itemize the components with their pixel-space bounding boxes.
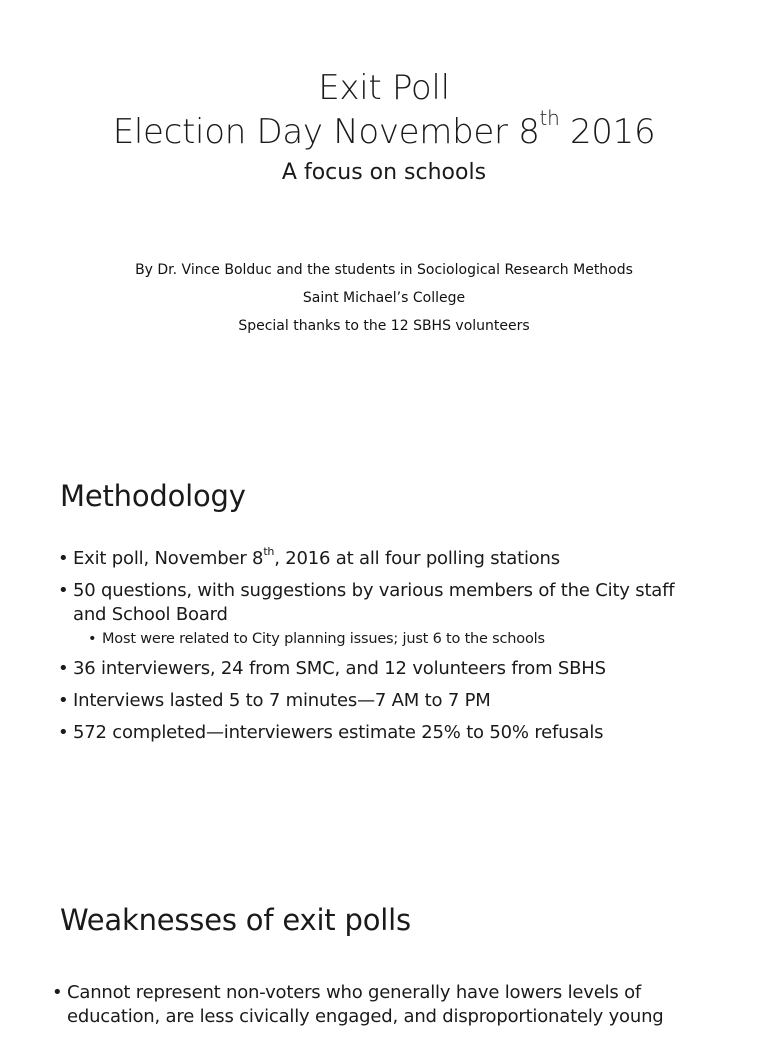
bullet-icon: •: [52, 982, 63, 1003]
bullet-icon: •: [58, 690, 69, 711]
title-line-1: Exit Poll: [318, 68, 450, 108]
methodology-slide: [0, 430, 768, 860]
subtitle: A focus on schools: [281, 160, 487, 185]
bullet-icon: •: [58, 658, 69, 679]
bullet-text: Most were related to City planning issues; just 6 to the schools: [102, 631, 545, 647]
bullet-icon: •: [58, 548, 69, 569]
slide-heading: Weaknesses of exit polls: [60, 903, 411, 937]
list-item: [58, 689, 708, 713]
bullet-text: Cannot represent non-voters who generally have lowers levels of education, are less civically engaged, and disproportionately young: [67, 982, 664, 1027]
credit-college: Saint Michael’s College: [302, 290, 466, 306]
bullet-text: 50 questions, with suggestions by various members of the City staff and School Board: [73, 580, 675, 625]
title-slide: [0, 0, 768, 430]
bullet-text: Exit poll, November 8: [73, 548, 264, 569]
title-line-2-superscript: th: [539, 105, 560, 130]
list-item: [58, 579, 708, 627]
bullet-icon: •: [88, 631, 97, 647]
list-item: [52, 981, 688, 1029]
bullet-list: [52, 981, 688, 1037]
bullet-text: 572 completed—interviewers estimate 25% to 50% refusals: [73, 722, 604, 743]
credits: [0, 256, 768, 340]
title-line-2: [0, 105, 768, 154]
title-line-2-prefix: Election Day November 8: [112, 112, 540, 152]
bullet-text: 36 interviewers, 24 from SMC, and 12 volunteers from SBHS: [73, 658, 606, 679]
credit-thanks: Special thanks to the 12 SBHS volunteers: [238, 318, 530, 334]
title-block: [0, 66, 768, 188]
weaknesses-slide: [0, 860, 768, 1027]
bullet-superscript: th: [263, 545, 275, 558]
list-item: [58, 657, 708, 681]
bullet-icon: •: [58, 722, 69, 743]
list-item: [58, 721, 708, 745]
bullet-text: Interviews lasted 5 to 7 minutes—7 AM to 7 PM: [73, 690, 491, 711]
list-item: [88, 629, 708, 649]
list-item: [58, 547, 708, 571]
slide-heading: Methodology: [60, 479, 246, 513]
bullet-icon: •: [58, 580, 69, 601]
title-line-2-suffix: 2016: [559, 112, 656, 152]
bullet-text: , 2016 at all four polling stations: [274, 548, 560, 569]
credit-authors: By Dr. Vince Bolduc and the students in Sociological Research Methods: [135, 262, 633, 278]
bullet-list: [58, 547, 708, 753]
